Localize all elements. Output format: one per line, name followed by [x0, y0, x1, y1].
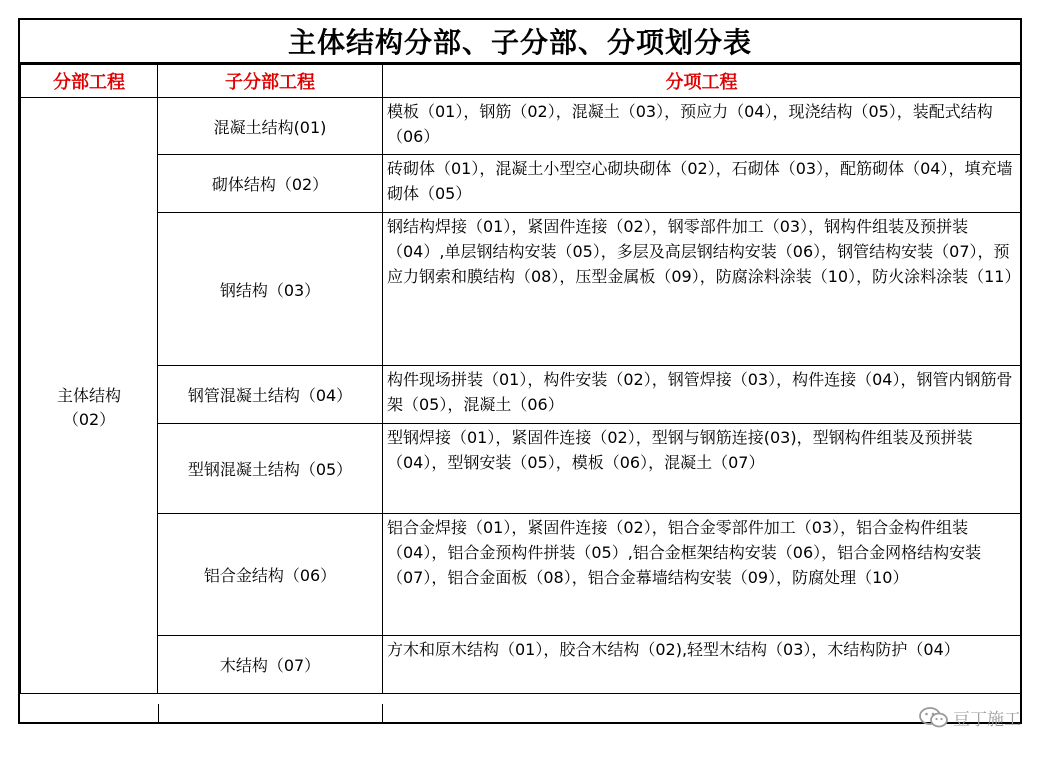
sub-items-cell: 型钢焊接（01），紧固件连接（02），型钢与钢筋连接(03)，型钢构件组装及预拼装（04），型钢安装（05），模板（06），混凝土（07） [383, 424, 1021, 514]
sub-division-cell: 混凝土结构(01) [158, 98, 383, 155]
header-division: 分部工程 [21, 65, 158, 98]
table-row [21, 366, 1021, 424]
division-table [20, 64, 1021, 694]
sub-items-cell: 模板（01），钢筋（02），混凝土（03），预应力（04），现浇结构（05），装配式结构（06） [383, 98, 1021, 155]
sub-items-cell: 钢结构焊接（01），紧固件连接（02），钢零部件加工（03），钢构件组装及预拼装（04）,单层钢结构安装（05），多层及高层钢结构安装（06），钢管结构安装（07），预应力钢索和膜结构（08），压型金属板（09），防腐涂料涂装（10），防火涂料涂装（11） [383, 213, 1021, 366]
table-row [21, 424, 1021, 514]
table-title: 主体结构分部、子分部、分项划分表 [20, 20, 1020, 64]
sub-division-cell: 铝合金结构（06） [158, 514, 383, 636]
watermark [919, 705, 1021, 730]
wechat-icon [919, 707, 949, 729]
division-table-sheet [18, 18, 1022, 724]
column-divider [158, 704, 159, 722]
table-row [21, 636, 1021, 694]
sub-division-cell: 砌体结构（02） [158, 155, 383, 213]
watermark-text: 豆丁施工 [953, 710, 1021, 730]
division-cell [21, 98, 158, 694]
sub-items-cell: 砖砌体（01），混凝土小型空心砌块砌体（02），石砌体（03），配筋砌体（04），填充墙砌体（05） [383, 155, 1021, 213]
column-divider [382, 704, 383, 722]
sub-division-cell: 木结构（07） [158, 636, 383, 694]
header-row [21, 65, 1021, 98]
header-sub-items: 分项工程 [383, 65, 1021, 98]
sub-division-cell: 钢结构（03） [158, 213, 383, 366]
division-label: 主体结构 （02） [56, 385, 121, 429]
table-row [21, 155, 1021, 213]
table-row [21, 514, 1021, 636]
header-sub-division: 子分部工程 [158, 65, 383, 98]
sub-items-cell: 铝合金焊接（01），紧固件连接（02），铝合金零部件加工（03），铝合金构件组装（04），铝合金预构件拼装（05）,铝合金框架结构安装（06），铝合金网格结构安装（07），铝合金面板（08），铝合金幕墙结构安装（09），防腐处理（10） [383, 514, 1021, 636]
sub-division-cell: 钢管混凝土结构（04） [158, 366, 383, 424]
sub-division-cell: 型钢混凝土结构（05） [158, 424, 383, 514]
table-row [21, 213, 1021, 366]
sub-items-cell: 方木和原木结构（01），胶合木结构（02),轻型木结构（03），木结构防护（04） [383, 636, 1021, 694]
table-row [21, 98, 1021, 155]
sub-items-cell: 构件现场拼装（01），构件安装（02），钢管焊接（03），构件连接（04），钢管内钢筋骨架（05），混凝土（06） [383, 366, 1021, 424]
